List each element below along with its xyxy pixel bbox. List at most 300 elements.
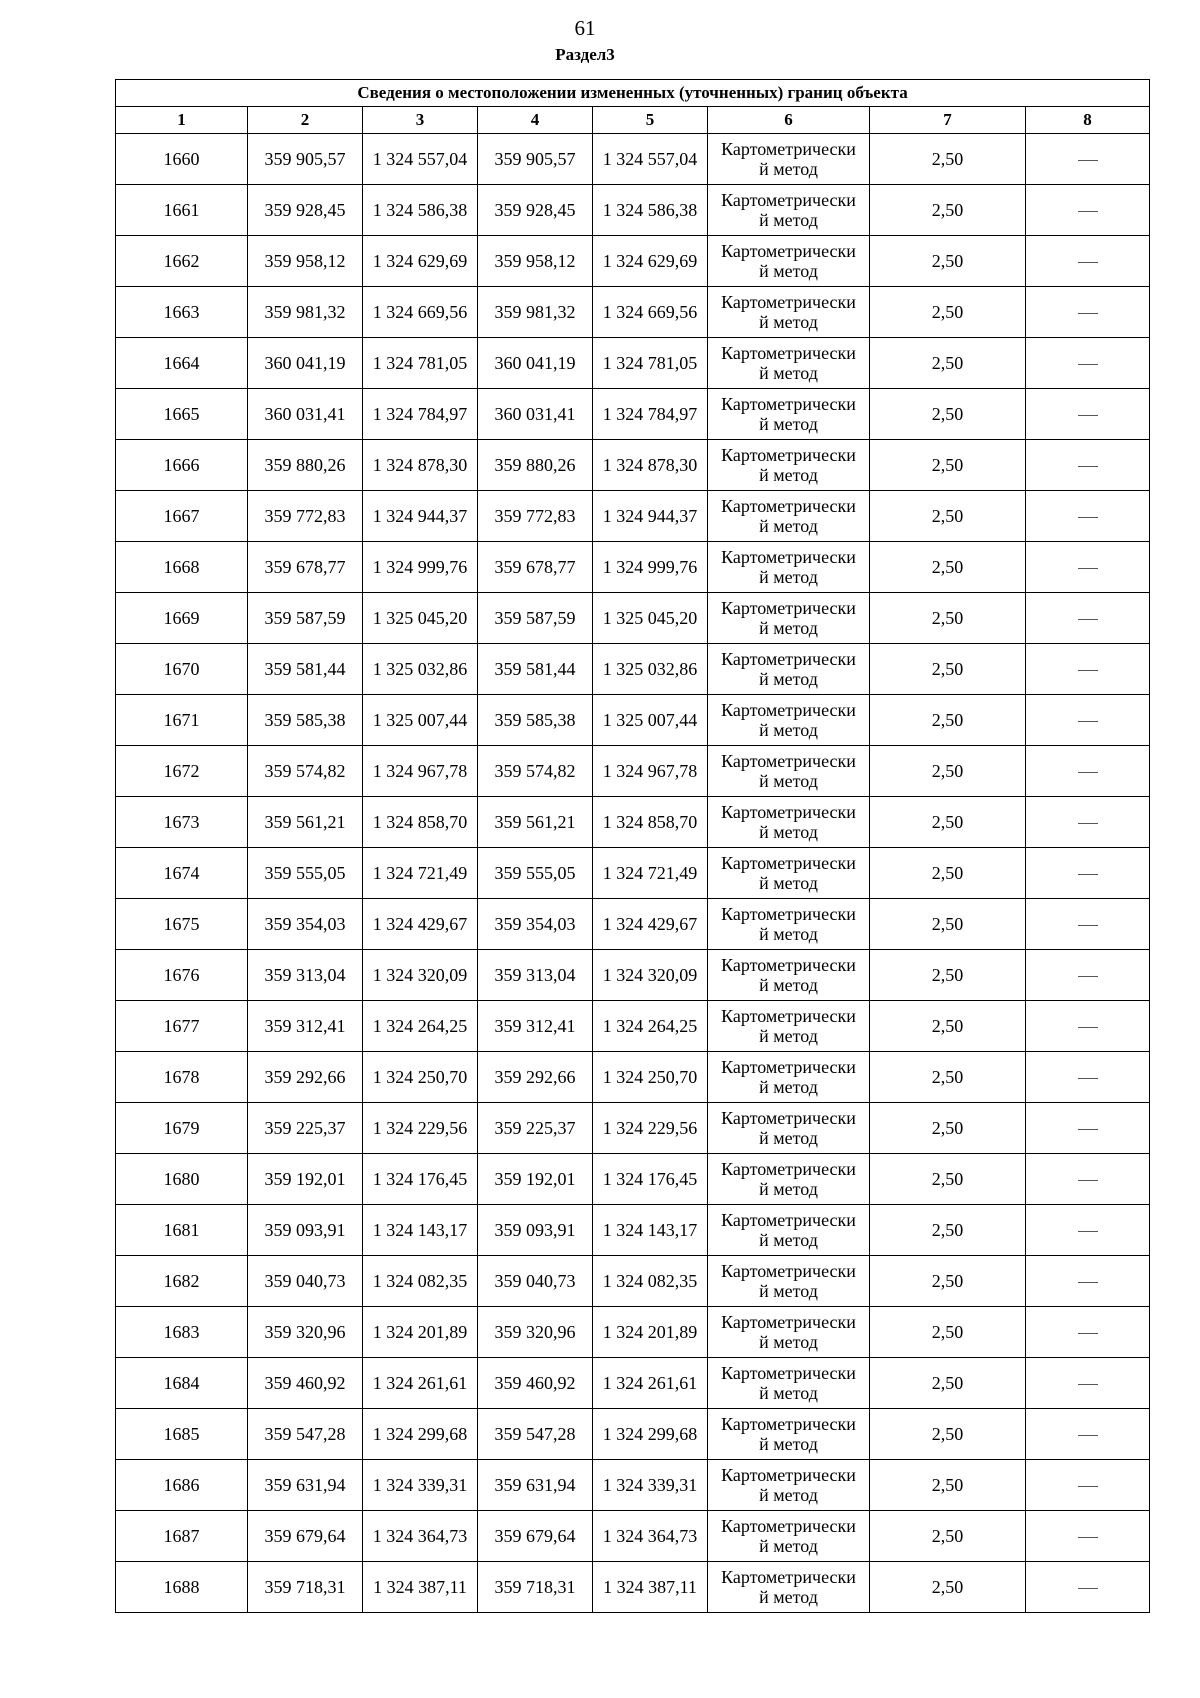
table-row bbox=[116, 950, 1150, 1001]
description-cell bbox=[1026, 1256, 1150, 1307]
table-row bbox=[116, 1256, 1150, 1307]
x-new-cell: 359 093,91 bbox=[478, 1205, 593, 1256]
y-existing-cell: 1 324 320,09 bbox=[363, 950, 478, 1001]
y-new-cell: 1 324 143,17 bbox=[593, 1205, 708, 1256]
dash-mark bbox=[1078, 721, 1098, 722]
y-new-cell: 1 324 781,05 bbox=[593, 338, 708, 389]
x-existing-cell: 360 041,19 bbox=[248, 338, 363, 389]
method-line-1: Картометрически bbox=[721, 190, 856, 210]
dash-mark bbox=[1078, 1537, 1098, 1538]
point-number-cell: 1677 bbox=[116, 1001, 248, 1052]
table-body bbox=[116, 134, 1150, 1613]
description-cell bbox=[1026, 185, 1150, 236]
description-cell bbox=[1026, 746, 1150, 797]
y-new-cell: 1 324 967,78 bbox=[593, 746, 708, 797]
table-row bbox=[116, 440, 1150, 491]
method-line-2: й метод bbox=[759, 414, 818, 434]
method-line-2: й метод bbox=[759, 1230, 818, 1250]
point-number-cell: 1675 bbox=[116, 899, 248, 950]
table-row bbox=[116, 1511, 1150, 1562]
y-new-cell: 1 324 201,89 bbox=[593, 1307, 708, 1358]
accuracy-cell: 2,50 bbox=[870, 440, 1026, 491]
table-row bbox=[116, 338, 1150, 389]
column-number: 8 bbox=[1026, 107, 1150, 134]
method-cell bbox=[708, 1562, 870, 1613]
accuracy-cell: 2,50 bbox=[870, 1256, 1026, 1307]
table-row bbox=[116, 1460, 1150, 1511]
method-line-1: Картометрически bbox=[721, 292, 856, 312]
point-number-cell: 1679 bbox=[116, 1103, 248, 1154]
column-number: 5 bbox=[593, 107, 708, 134]
x-new-cell: 359 585,38 bbox=[478, 695, 593, 746]
table-row bbox=[116, 1052, 1150, 1103]
description-cell bbox=[1026, 695, 1150, 746]
method-line-2: й метод bbox=[759, 1332, 818, 1352]
point-number-cell: 1667 bbox=[116, 491, 248, 542]
dash-mark bbox=[1078, 1333, 1098, 1334]
x-new-cell: 359 631,94 bbox=[478, 1460, 593, 1511]
x-new-cell: 359 928,45 bbox=[478, 185, 593, 236]
accuracy-cell: 2,50 bbox=[870, 695, 1026, 746]
dash-mark bbox=[1078, 364, 1098, 365]
method-line-2: й метод bbox=[759, 1485, 818, 1505]
method-line-1: Картометрически bbox=[721, 700, 856, 720]
method-line-2: й метод bbox=[759, 1383, 818, 1403]
description-cell bbox=[1026, 287, 1150, 338]
point-number-cell: 1671 bbox=[116, 695, 248, 746]
accuracy-cell: 2,50 bbox=[870, 644, 1026, 695]
method-cell bbox=[708, 593, 870, 644]
y-existing-cell: 1 324 176,45 bbox=[363, 1154, 478, 1205]
x-new-cell: 359 555,05 bbox=[478, 848, 593, 899]
x-new-cell: 359 587,59 bbox=[478, 593, 593, 644]
method-line-2: й метод bbox=[759, 1434, 818, 1454]
table-row bbox=[116, 746, 1150, 797]
x-existing-cell: 359 561,21 bbox=[248, 797, 363, 848]
table-row bbox=[116, 185, 1150, 236]
x-existing-cell: 359 905,57 bbox=[248, 134, 363, 185]
method-cell bbox=[708, 1460, 870, 1511]
x-existing-cell: 359 292,66 bbox=[248, 1052, 363, 1103]
point-number-cell: 1670 bbox=[116, 644, 248, 695]
method-line-1: Картометрически bbox=[721, 241, 856, 261]
method-line-2: й метод bbox=[759, 771, 818, 791]
accuracy-cell: 2,50 bbox=[870, 287, 1026, 338]
method-line-2: й метод bbox=[759, 1281, 818, 1301]
accuracy-cell: 2,50 bbox=[870, 1103, 1026, 1154]
table-row bbox=[116, 1358, 1150, 1409]
accuracy-cell: 2,50 bbox=[870, 1358, 1026, 1409]
accuracy-cell: 2,50 bbox=[870, 1307, 1026, 1358]
dash-mark bbox=[1078, 1384, 1098, 1385]
y-new-cell: 1 324 944,37 bbox=[593, 491, 708, 542]
y-existing-cell: 1 324 250,70 bbox=[363, 1052, 478, 1103]
method-line-2: й метод bbox=[759, 618, 818, 638]
description-cell bbox=[1026, 593, 1150, 644]
point-number-cell: 1685 bbox=[116, 1409, 248, 1460]
y-new-cell: 1 324 878,30 bbox=[593, 440, 708, 491]
accuracy-cell: 2,50 bbox=[870, 848, 1026, 899]
y-existing-cell: 1 324 781,05 bbox=[363, 338, 478, 389]
x-existing-cell: 359 880,26 bbox=[248, 440, 363, 491]
dash-mark bbox=[1078, 874, 1098, 875]
dash-mark bbox=[1078, 1435, 1098, 1436]
x-existing-cell: 359 555,05 bbox=[248, 848, 363, 899]
method-line-2: й метод bbox=[759, 1077, 818, 1097]
method-line-2: й метод bbox=[759, 975, 818, 995]
dash-mark bbox=[1078, 1231, 1098, 1232]
description-cell bbox=[1026, 338, 1150, 389]
method-line-1: Картометрически bbox=[721, 802, 856, 822]
column-number: 4 bbox=[478, 107, 593, 134]
method-line-2: й метод bbox=[759, 1536, 818, 1556]
y-new-cell: 1 325 032,86 bbox=[593, 644, 708, 695]
dash-mark bbox=[1078, 466, 1098, 467]
table-row bbox=[116, 695, 1150, 746]
method-line-2: й метод bbox=[759, 1587, 818, 1607]
method-cell bbox=[708, 899, 870, 950]
y-existing-cell: 1 324 557,04 bbox=[363, 134, 478, 185]
point-number-cell: 1672 bbox=[116, 746, 248, 797]
table-row bbox=[116, 542, 1150, 593]
y-existing-cell: 1 324 944,37 bbox=[363, 491, 478, 542]
point-number-cell: 1682 bbox=[116, 1256, 248, 1307]
coordinates-table bbox=[115, 79, 1150, 1613]
y-existing-cell: 1 325 007,44 bbox=[363, 695, 478, 746]
method-cell bbox=[708, 185, 870, 236]
description-cell bbox=[1026, 1205, 1150, 1256]
accuracy-cell: 2,50 bbox=[870, 899, 1026, 950]
y-existing-cell: 1 324 721,49 bbox=[363, 848, 478, 899]
y-new-cell: 1 324 429,67 bbox=[593, 899, 708, 950]
accuracy-cell: 2,50 bbox=[870, 1205, 1026, 1256]
description-cell bbox=[1026, 236, 1150, 287]
accuracy-cell: 2,50 bbox=[870, 338, 1026, 389]
dash-mark bbox=[1078, 517, 1098, 518]
point-number-cell: 1681 bbox=[116, 1205, 248, 1256]
x-existing-cell: 359 718,31 bbox=[248, 1562, 363, 1613]
method-cell bbox=[708, 1307, 870, 1358]
method-line-2: й метод bbox=[759, 1179, 818, 1199]
y-existing-cell: 1 325 045,20 bbox=[363, 593, 478, 644]
y-existing-cell: 1 324 143,17 bbox=[363, 1205, 478, 1256]
x-existing-cell: 359 574,82 bbox=[248, 746, 363, 797]
method-line-1: Картометрически bbox=[721, 343, 856, 363]
point-number-cell: 1674 bbox=[116, 848, 248, 899]
x-new-cell: 359 313,04 bbox=[478, 950, 593, 1001]
table-row bbox=[116, 134, 1150, 185]
method-cell bbox=[708, 338, 870, 389]
x-new-cell: 359 678,77 bbox=[478, 542, 593, 593]
method-line-1: Картометрически bbox=[721, 445, 856, 465]
point-number-cell: 1662 bbox=[116, 236, 248, 287]
x-new-cell: 360 031,41 bbox=[478, 389, 593, 440]
dash-mark bbox=[1078, 670, 1098, 671]
point-number-cell: 1687 bbox=[116, 1511, 248, 1562]
method-cell bbox=[708, 1001, 870, 1052]
dash-mark bbox=[1078, 415, 1098, 416]
point-number-cell: 1660 bbox=[116, 134, 248, 185]
y-existing-cell: 1 324 339,31 bbox=[363, 1460, 478, 1511]
x-existing-cell: 359 678,77 bbox=[248, 542, 363, 593]
description-cell bbox=[1026, 1358, 1150, 1409]
y-new-cell: 1 324 082,35 bbox=[593, 1256, 708, 1307]
accuracy-cell: 2,50 bbox=[870, 1511, 1026, 1562]
x-existing-cell: 359 320,96 bbox=[248, 1307, 363, 1358]
dash-mark bbox=[1078, 925, 1098, 926]
point-number-cell: 1686 bbox=[116, 1460, 248, 1511]
dash-mark bbox=[1078, 772, 1098, 773]
method-line-1: Картометрически bbox=[721, 1465, 856, 1485]
description-cell bbox=[1026, 1562, 1150, 1613]
accuracy-cell: 2,50 bbox=[870, 1154, 1026, 1205]
x-existing-cell: 359 585,38 bbox=[248, 695, 363, 746]
method-line-2: й метод bbox=[759, 873, 818, 893]
accuracy-cell: 2,50 bbox=[870, 542, 1026, 593]
dash-mark bbox=[1078, 1282, 1098, 1283]
y-existing-cell: 1 324 082,35 bbox=[363, 1256, 478, 1307]
y-existing-cell: 1 324 264,25 bbox=[363, 1001, 478, 1052]
x-existing-cell: 359 981,32 bbox=[248, 287, 363, 338]
y-new-cell: 1 324 387,11 bbox=[593, 1562, 708, 1613]
method-line-1: Картометрически bbox=[721, 496, 856, 516]
point-number-cell: 1666 bbox=[116, 440, 248, 491]
column-number-row bbox=[116, 107, 1150, 134]
x-existing-cell: 359 192,01 bbox=[248, 1154, 363, 1205]
method-line-2: й метод bbox=[759, 720, 818, 740]
x-new-cell: 359 772,83 bbox=[478, 491, 593, 542]
method-cell bbox=[708, 236, 870, 287]
method-line-2: й метод bbox=[759, 1026, 818, 1046]
y-existing-cell: 1 324 364,73 bbox=[363, 1511, 478, 1562]
method-line-2: й метод bbox=[759, 1128, 818, 1148]
x-new-cell: 359 192,01 bbox=[478, 1154, 593, 1205]
x-existing-cell: 359 225,37 bbox=[248, 1103, 363, 1154]
x-existing-cell: 359 354,03 bbox=[248, 899, 363, 950]
accuracy-cell: 2,50 bbox=[870, 1052, 1026, 1103]
accuracy-cell: 2,50 bbox=[870, 1460, 1026, 1511]
method-cell bbox=[708, 1256, 870, 1307]
column-number: 7 bbox=[870, 107, 1026, 134]
table-row bbox=[116, 491, 1150, 542]
table-row bbox=[116, 797, 1150, 848]
table-row bbox=[116, 236, 1150, 287]
table-caption: Сведения о местоположении измененных (уточненных) границ объекта bbox=[116, 80, 1150, 107]
method-line-1: Картометрически bbox=[721, 1261, 856, 1281]
y-existing-cell: 1 324 669,56 bbox=[363, 287, 478, 338]
description-cell bbox=[1026, 542, 1150, 593]
method-line-1: Картометрически bbox=[721, 1006, 856, 1026]
section-title: Раздел3 bbox=[555, 45, 615, 64]
accuracy-cell: 2,50 bbox=[870, 593, 1026, 644]
method-line-1: Картометрически bbox=[721, 1414, 856, 1434]
method-line-2: й метод bbox=[759, 465, 818, 485]
method-line-1: Картометрически bbox=[721, 649, 856, 669]
y-existing-cell: 1 324 261,61 bbox=[363, 1358, 478, 1409]
method-cell bbox=[708, 389, 870, 440]
x-existing-cell: 359 679,64 bbox=[248, 1511, 363, 1562]
accuracy-cell: 2,50 bbox=[870, 236, 1026, 287]
x-existing-cell: 359 312,41 bbox=[248, 1001, 363, 1052]
method-line-1: Картометрически bbox=[721, 904, 856, 924]
y-new-cell: 1 324 629,69 bbox=[593, 236, 708, 287]
y-existing-cell: 1 324 201,89 bbox=[363, 1307, 478, 1358]
table-row bbox=[116, 1154, 1150, 1205]
method-cell bbox=[708, 1052, 870, 1103]
table-row bbox=[116, 389, 1150, 440]
y-new-cell: 1 324 784,97 bbox=[593, 389, 708, 440]
method-cell bbox=[708, 644, 870, 695]
table-row bbox=[116, 1409, 1150, 1460]
accuracy-cell: 2,50 bbox=[870, 1409, 1026, 1460]
point-number-cell: 1669 bbox=[116, 593, 248, 644]
x-new-cell: 359 225,37 bbox=[478, 1103, 593, 1154]
table-row bbox=[116, 899, 1150, 950]
dash-mark bbox=[1078, 211, 1098, 212]
y-existing-cell: 1 324 229,56 bbox=[363, 1103, 478, 1154]
description-cell bbox=[1026, 1409, 1150, 1460]
x-new-cell: 359 547,28 bbox=[478, 1409, 593, 1460]
x-new-cell: 359 292,66 bbox=[478, 1052, 593, 1103]
y-existing-cell: 1 324 299,68 bbox=[363, 1409, 478, 1460]
method-line-2: й метод bbox=[759, 516, 818, 536]
description-cell bbox=[1026, 899, 1150, 950]
y-new-cell: 1 324 320,09 bbox=[593, 950, 708, 1001]
method-line-2: й метод bbox=[759, 924, 818, 944]
point-number-cell: 1673 bbox=[116, 797, 248, 848]
description-cell bbox=[1026, 950, 1150, 1001]
point-number-cell: 1661 bbox=[116, 185, 248, 236]
x-new-cell: 359 460,92 bbox=[478, 1358, 593, 1409]
table-row bbox=[116, 593, 1150, 644]
method-cell bbox=[708, 1409, 870, 1460]
method-line-1: Картометрически bbox=[721, 955, 856, 975]
x-new-cell: 359 679,64 bbox=[478, 1511, 593, 1562]
description-cell bbox=[1026, 1001, 1150, 1052]
x-existing-cell: 359 631,94 bbox=[248, 1460, 363, 1511]
method-line-1: Картометрически bbox=[721, 547, 856, 567]
x-new-cell: 359 958,12 bbox=[478, 236, 593, 287]
description-cell bbox=[1026, 848, 1150, 899]
x-existing-cell: 359 928,45 bbox=[248, 185, 363, 236]
y-new-cell: 1 324 999,76 bbox=[593, 542, 708, 593]
dash-mark bbox=[1078, 160, 1098, 161]
method-line-1: Картометрически bbox=[721, 1210, 856, 1230]
table-row bbox=[116, 1103, 1150, 1154]
dash-mark bbox=[1078, 1129, 1098, 1130]
dash-mark bbox=[1078, 976, 1098, 977]
y-existing-cell: 1 324 967,78 bbox=[363, 746, 478, 797]
point-number-cell: 1676 bbox=[116, 950, 248, 1001]
accuracy-cell: 2,50 bbox=[870, 389, 1026, 440]
table-row bbox=[116, 1562, 1150, 1613]
y-new-cell: 1 324 586,38 bbox=[593, 185, 708, 236]
point-number-cell: 1663 bbox=[116, 287, 248, 338]
y-existing-cell: 1 325 032,86 bbox=[363, 644, 478, 695]
method-line-1: Картометрически bbox=[721, 1108, 856, 1128]
accuracy-cell: 2,50 bbox=[870, 185, 1026, 236]
accuracy-cell: 2,50 bbox=[870, 1001, 1026, 1052]
method-cell bbox=[708, 287, 870, 338]
y-new-cell: 1 324 557,04 bbox=[593, 134, 708, 185]
x-existing-cell: 359 040,73 bbox=[248, 1256, 363, 1307]
method-cell bbox=[708, 848, 870, 899]
method-line-2: й метод bbox=[759, 567, 818, 587]
y-existing-cell: 1 324 784,97 bbox=[363, 389, 478, 440]
y-new-cell: 1 324 721,49 bbox=[593, 848, 708, 899]
x-new-cell: 359 880,26 bbox=[478, 440, 593, 491]
description-cell bbox=[1026, 1460, 1150, 1511]
point-number-cell: 1688 bbox=[116, 1562, 248, 1613]
accuracy-cell: 2,50 bbox=[870, 1562, 1026, 1613]
method-cell bbox=[708, 491, 870, 542]
y-new-cell: 1 324 250,70 bbox=[593, 1052, 708, 1103]
x-existing-cell: 359 581,44 bbox=[248, 644, 363, 695]
dash-mark bbox=[1078, 262, 1098, 263]
method-line-1: Картометрически bbox=[721, 598, 856, 618]
x-new-cell: 359 581,44 bbox=[478, 644, 593, 695]
x-new-cell: 359 040,73 bbox=[478, 1256, 593, 1307]
column-number: 1 bbox=[116, 107, 248, 134]
y-existing-cell: 1 324 878,30 bbox=[363, 440, 478, 491]
point-number-cell: 1680 bbox=[116, 1154, 248, 1205]
method-line-1: Картометрически bbox=[721, 394, 856, 414]
x-existing-cell: 359 547,28 bbox=[248, 1409, 363, 1460]
x-existing-cell: 359 093,91 bbox=[248, 1205, 363, 1256]
method-line-2: й метод bbox=[759, 210, 818, 230]
dash-mark bbox=[1078, 313, 1098, 314]
table-row bbox=[116, 644, 1150, 695]
method-line-1: Картометрически bbox=[721, 1057, 856, 1077]
y-existing-cell: 1 324 586,38 bbox=[363, 185, 478, 236]
method-cell bbox=[708, 1103, 870, 1154]
x-new-cell: 359 905,57 bbox=[478, 134, 593, 185]
y-new-cell: 1 324 176,45 bbox=[593, 1154, 708, 1205]
method-line-2: й метод bbox=[759, 312, 818, 332]
accuracy-cell: 2,50 bbox=[870, 134, 1026, 185]
dash-mark bbox=[1078, 1027, 1098, 1028]
description-cell bbox=[1026, 1154, 1150, 1205]
accuracy-cell: 2,50 bbox=[870, 950, 1026, 1001]
table-row bbox=[116, 1307, 1150, 1358]
description-cell bbox=[1026, 1511, 1150, 1562]
description-cell bbox=[1026, 644, 1150, 695]
method-cell bbox=[708, 950, 870, 1001]
accuracy-cell: 2,50 bbox=[870, 746, 1026, 797]
point-number-cell: 1664 bbox=[116, 338, 248, 389]
method-line-2: й метод bbox=[759, 159, 818, 179]
description-cell bbox=[1026, 797, 1150, 848]
y-new-cell: 1 324 339,31 bbox=[593, 1460, 708, 1511]
y-new-cell: 1 324 299,68 bbox=[593, 1409, 708, 1460]
x-new-cell: 359 718,31 bbox=[478, 1562, 593, 1613]
x-new-cell: 359 354,03 bbox=[478, 899, 593, 950]
x-new-cell: 359 312,41 bbox=[478, 1001, 593, 1052]
table-row bbox=[116, 1001, 1150, 1052]
accuracy-cell: 2,50 bbox=[870, 797, 1026, 848]
x-existing-cell: 359 587,59 bbox=[248, 593, 363, 644]
description-cell bbox=[1026, 1103, 1150, 1154]
description-cell bbox=[1026, 1307, 1150, 1358]
method-line-1: Картометрически bbox=[721, 139, 856, 159]
method-line-1: Картометрически bbox=[721, 1516, 856, 1536]
x-new-cell: 359 981,32 bbox=[478, 287, 593, 338]
dash-mark bbox=[1078, 1588, 1098, 1589]
y-existing-cell: 1 324 629,69 bbox=[363, 236, 478, 287]
method-line-1: Картометрически bbox=[721, 1363, 856, 1383]
method-line-2: й метод bbox=[759, 669, 818, 689]
table-row bbox=[116, 287, 1150, 338]
